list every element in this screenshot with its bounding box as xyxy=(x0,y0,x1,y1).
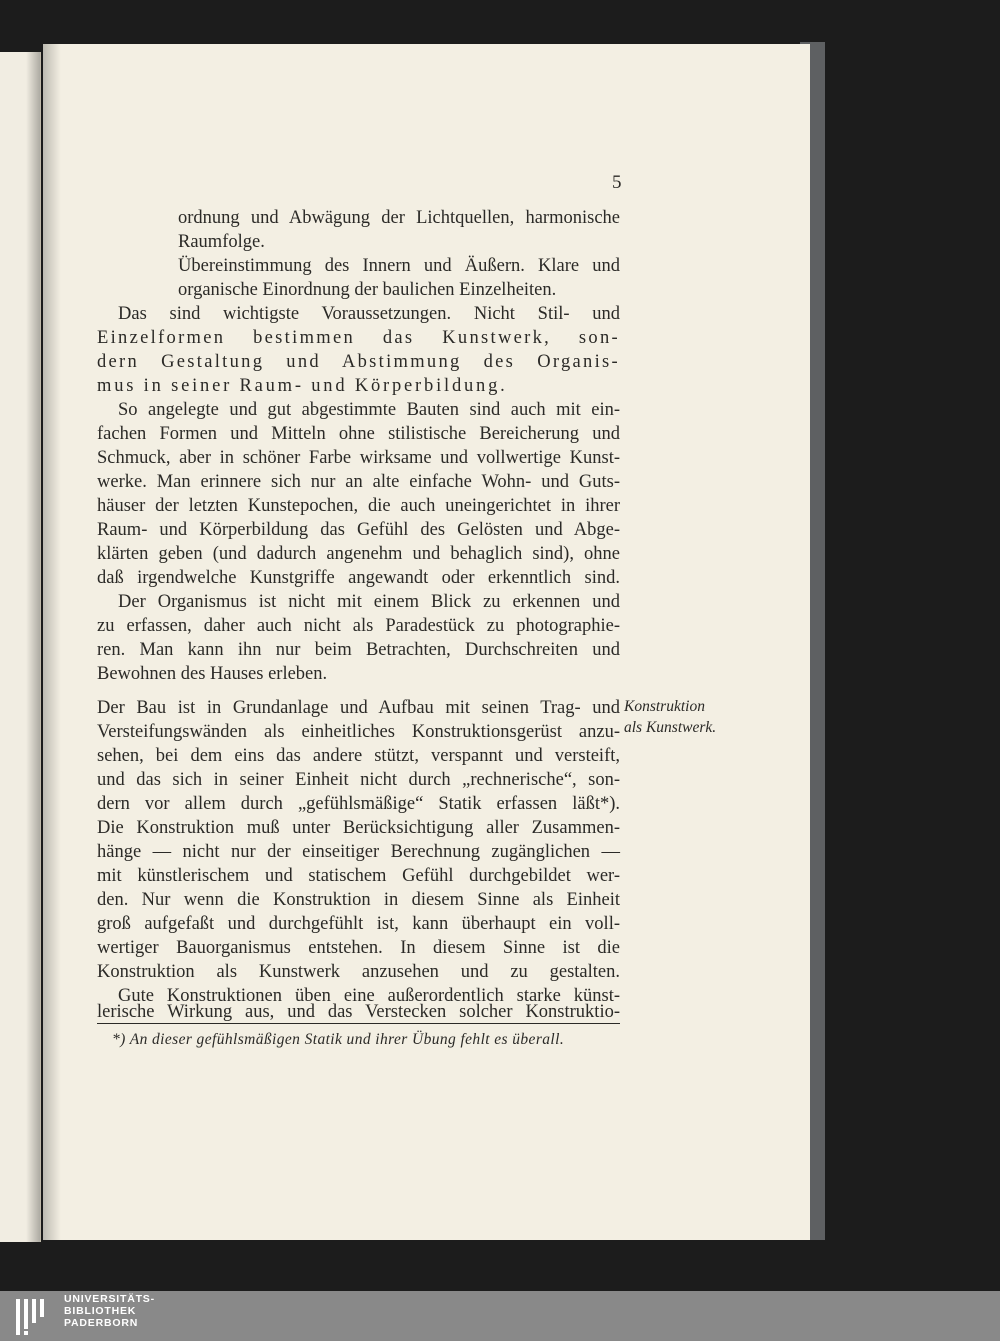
margin-note: Konstruktion xyxy=(624,698,705,715)
text-line: werke. Man erinnere sich nur an alte einfache Wohn- und Guts- xyxy=(97,472,620,492)
text-line: Bewohnen des Hauses erleben. xyxy=(97,664,328,684)
library-logo-line: PADERBORN xyxy=(64,1317,139,1329)
text-line: häuser der letzten Kunstepochen, die auch uneingerichtet in ihrer xyxy=(97,496,620,516)
text-line: sehen, bei dem eins das andere stützt, verspannt und versteift, xyxy=(97,746,620,766)
text-line: groß aufgefaßt und durchgefühlt ist, kann überhaupt ein voll- xyxy=(97,914,620,934)
page-gutter-shadow xyxy=(43,44,61,1240)
text-line: Der Bau ist in Grundanlage und Aufbau mit seinen Trag- und xyxy=(97,698,620,718)
page-number: 5 xyxy=(612,172,622,193)
text-line: Versteifungswänden als einheitliches Konstruktionsgerüst anzu- xyxy=(97,722,620,742)
text-line: Der Organismus ist nicht mit einem Blick zu erkennen und xyxy=(118,592,620,612)
text-line: dern vor allem durch „gefühlsmäßige“ Statik erfassen läßt*). xyxy=(97,794,620,814)
text-line: lerische Wirkung aus, und das Verstecken solcher Konstruktio- xyxy=(97,1002,620,1022)
text-line: klärten geben (und dadurch angenehm und behaglich sind), ohne xyxy=(97,544,620,564)
text-line: mus in seiner Raum- und Körperbildung. xyxy=(97,376,508,396)
text-line: Raum- und Körperbildung das Gefühl des Gelösten und Abge- xyxy=(97,520,620,540)
text-line: dern Gestaltung und Abstimmung des Organis- xyxy=(97,352,620,372)
text-line: Das sind wichtigste Voraussetzungen. Nicht Stil- und xyxy=(118,304,620,324)
text-line: organische Einordnung der baulichen Einzelheiten. xyxy=(178,280,557,300)
text-line: und das sich in seiner Einheit nicht durch „rechnerische“, son- xyxy=(97,770,620,790)
footnote-divider xyxy=(97,1023,620,1024)
text-line: mit künstlerischem und statischem Gefühl durchgebildet wer- xyxy=(97,866,620,886)
text-line: Konstruktion als Kunstwerk anzusehen und zu gestalten. xyxy=(97,962,620,982)
library-logo-icon xyxy=(14,1297,50,1337)
text-line: Schmuck, aber in schöner Farbe wirksame und vollwertige Kunst- xyxy=(97,448,620,468)
text-line: So angelegte und gut abgestimmte Bauten sind auch mit ein- xyxy=(118,400,620,420)
margin-note: als Kunstwerk. xyxy=(624,719,717,736)
text-line: den. Nur wenn die Konstruktion in diesem Sinne als Einheit xyxy=(97,890,620,910)
text-line: zu erfassen, daher auch nicht als Paradestück zu photographie- xyxy=(97,616,620,636)
text-line: daß irgendwelche Kunstgriffe angewandt oder erkenntlich sind. xyxy=(97,568,620,588)
footnote: *) An dieser gefühlsmäßigen Statik und ihrer Übung fehlt es überall. xyxy=(112,1031,565,1048)
text-line: ordnung und Abwägung der Lichtquellen, harmonische xyxy=(178,208,620,228)
text-line: Gute Konstruktionen üben eine außerordentlich starke künst- xyxy=(118,986,620,1006)
text-line: hänge — nicht nur der einseitiger Berechnung zugänglichen — xyxy=(97,842,620,862)
text-line: wertiger Bauorganismus entstehen. In diesem Sinne ist die xyxy=(97,938,620,958)
text-line: Raumfolge. xyxy=(178,232,265,252)
text-line: fachen Formen und Mitteln ohne stilistische Bereicherung und xyxy=(97,424,620,444)
text-line: Die Konstruktion muß unter Berücksichtigung aller Zusammen- xyxy=(97,818,620,838)
library-logo-line: UNIVERSITÄTS- xyxy=(64,1293,155,1305)
text-line: Einzelformen bestimmen das Kunstwerk, son- xyxy=(97,328,620,348)
text-line: ren. Man kann ihn nur beim Betrachten, Durchschreiten und xyxy=(97,640,620,660)
library-logo-line: BIBLIOTHEK xyxy=(64,1305,137,1317)
previous-page-shadow xyxy=(26,52,40,1242)
text-line: Übereinstimmung des Innern und Äußern. Klare und xyxy=(178,256,620,276)
